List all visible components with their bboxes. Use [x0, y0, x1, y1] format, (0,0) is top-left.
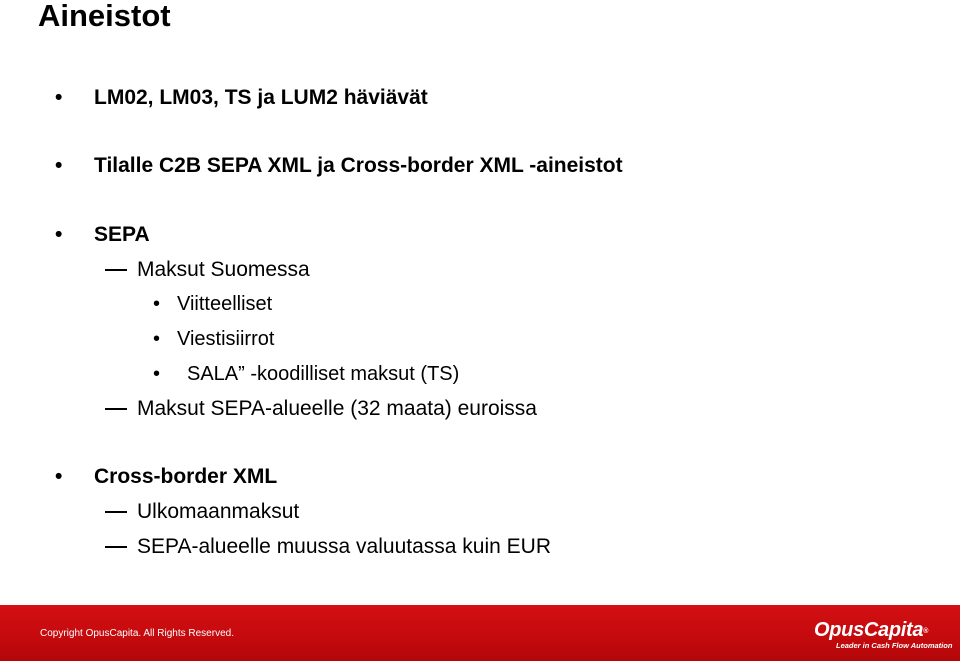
- list-item-text: Viestisiirrot: [177, 328, 275, 350]
- sub-sub-list-item: [153, 360, 460, 388]
- dash-icon: [105, 546, 127, 548]
- dash-icon: [105, 511, 127, 513]
- bullet-icon: •: [55, 86, 63, 109]
- list-item-text: Tilalle C2B SEPA XML ja Cross-border XML -aineistot: [94, 154, 623, 177]
- bullet-icon: •: [55, 154, 63, 177]
- list-item-text: SALA” -koodilliset maksut (TS): [187, 363, 460, 385]
- list-item-text: SEPA: [94, 223, 150, 246]
- list-item: [55, 152, 623, 180]
- list-item-text: Ulkomaanmaksut: [137, 500, 300, 523]
- list-item-text: Viitteelliset: [177, 293, 273, 315]
- copyright-text: Copyright OpusCapita. All Rights Reserved.: [40, 628, 234, 639]
- slide-title: Aineistot: [38, 0, 171, 33]
- bullet-icon: •: [153, 293, 161, 315]
- company-logo: [814, 619, 952, 651]
- list-item: [55, 221, 150, 249]
- bullet-icon: •: [55, 223, 63, 246]
- sub-sub-list-item: [153, 290, 273, 318]
- registered-mark: ®: [923, 628, 929, 635]
- bullet-icon: •: [55, 465, 63, 488]
- dash-icon: [105, 408, 127, 410]
- list-item: [55, 463, 278, 491]
- sub-list-item: [137, 498, 299, 526]
- list-item-text: Maksut Suomessa: [137, 258, 310, 281]
- sub-list-item: [137, 395, 537, 423]
- sub-list-item: [137, 533, 551, 561]
- bullet-icon: •: [153, 363, 161, 385]
- footer-bar: [0, 605, 960, 661]
- list-item-text: Maksut SEPA-alueelle (32 maata) euroissa: [137, 397, 537, 420]
- list-item: [55, 84, 428, 112]
- list-item-text: SEPA-alueelle muussa valuutassa kuin EUR: [137, 535, 551, 558]
- bullet-icon: •: [153, 328, 161, 350]
- list-item-text: LM02, LM03, TS ja LUM2 häviävät: [94, 86, 428, 109]
- logo-name: OpusCapita®: [814, 619, 929, 641]
- logo-tagline: Leader in Cash Flow Automation: [836, 641, 953, 650]
- sub-list-item: [137, 256, 310, 284]
- dash-icon: [105, 269, 127, 271]
- list-item-text: Cross-border XML: [94, 465, 278, 488]
- sub-sub-list-item: [153, 325, 275, 353]
